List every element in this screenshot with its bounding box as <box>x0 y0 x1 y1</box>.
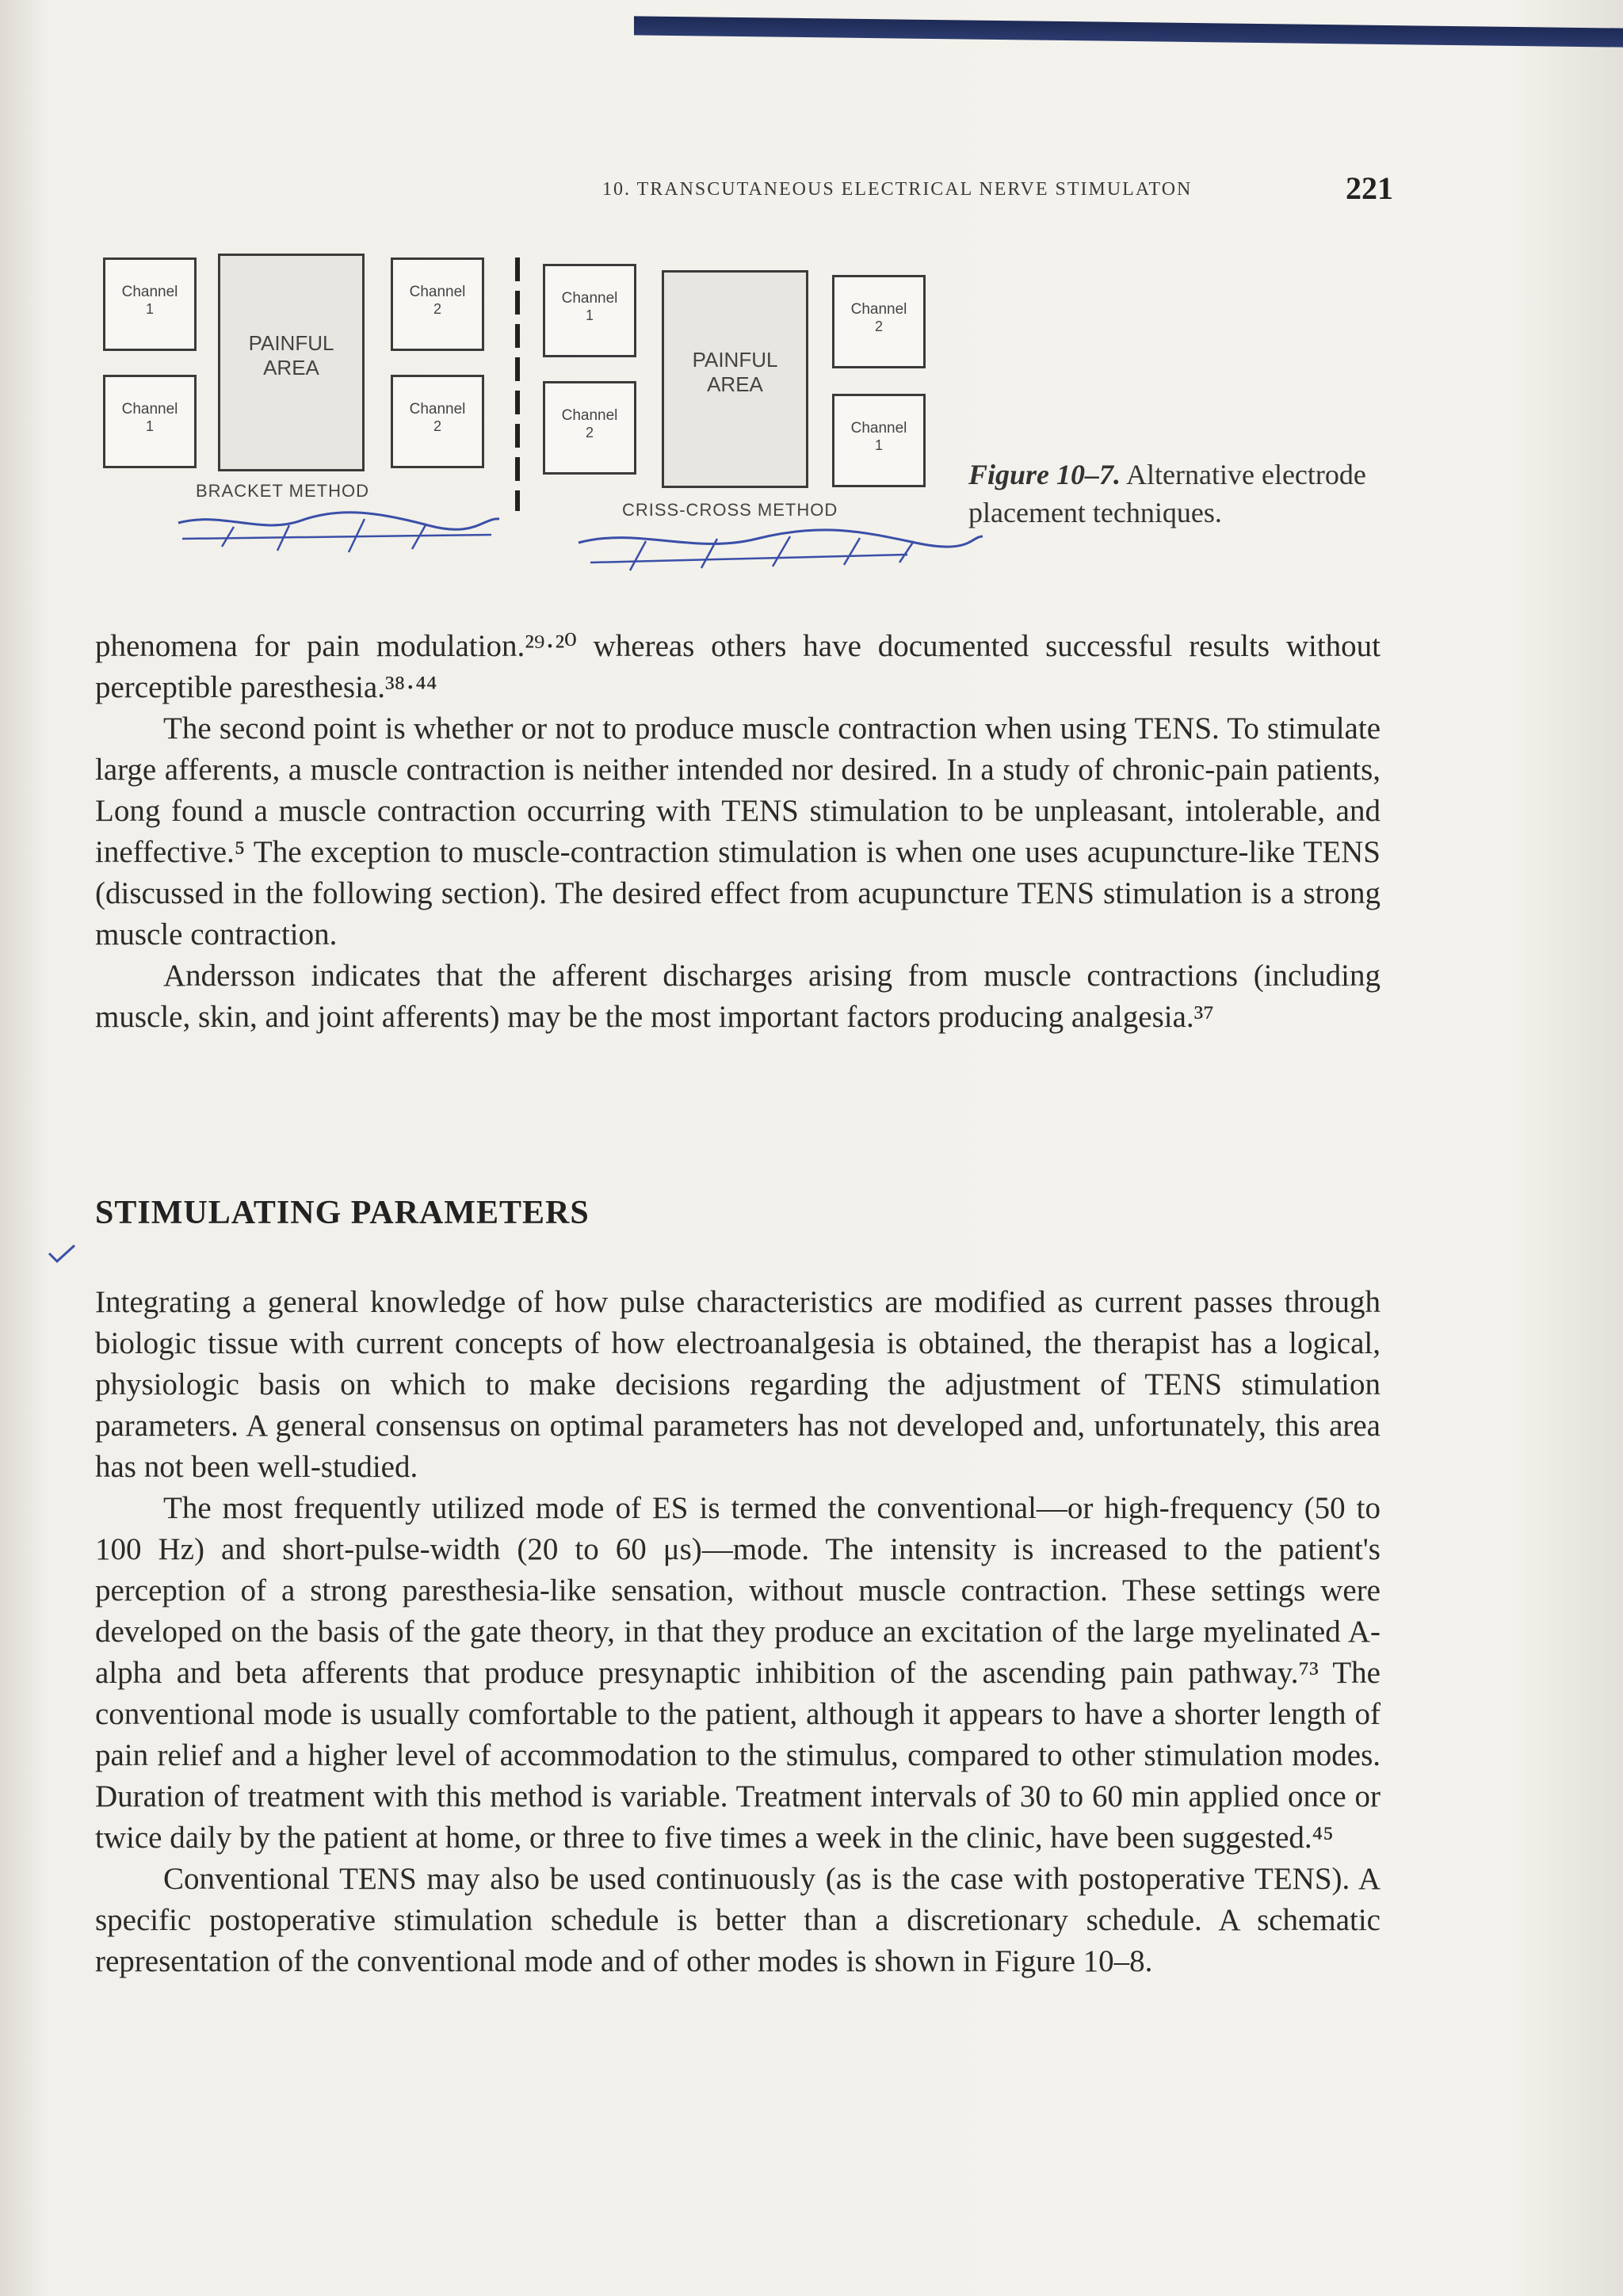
paragraph: The most frequently utilized mode of ES is termed the conventional—or high-frequency (50 to 100 Hz) and short-pulse-width (20 to 60 μs)—mode. The intensity is increased to the patient's perception of a strong paresthesia-like sensation, without muscle contraction. These settings were developed on the basis of the gate theory, in that they produce an excitation of the large myelinated A-alpha and beta afferents that produce presynaptic inhibition of the ascending pain pathway.⁷³ The conventional mode is usually comfortable to the patient, although it appears to have a shorter length of pain relief and a higher level of accommodation to the stimulus, compared to other stimulation modes. Duration of treatment with this method is variable. Treatment intervals of 30 to 60 min applied once or twice daily by the patient at home, or three to five times a week in the clinic, have been suggested.⁴⁵ <box>95 1491 1381 1855</box>
figure-electrode-placement <box>99 242 1002 590</box>
channel-number: 1 <box>874 437 883 453</box>
channel-number: 2 <box>433 301 441 317</box>
channel-label: Channel <box>121 284 178 300</box>
channel-number: 1 <box>145 301 154 317</box>
channel-label: Channel <box>850 301 907 318</box>
paragraph: phenomena for pain modulation.²⁹·²⁰ whereas others have documented successful results without perceptible paresthesia.³⁸·⁴⁴ <box>95 629 1381 704</box>
channel-label: Channel <box>850 420 907 437</box>
bracket-channel-bottom-left <box>103 375 197 468</box>
channel-number: 2 <box>433 418 441 434</box>
paragraph: The second point is whether or not to produce muscle contraction when using TENS. To stimulate large afferents, a muscle contraction is neither intended nor desired. In a study of chronic-pain patients, Long found a muscle contraction occurring with TENS stimulation to be unpleasant, intolerable, and ineffective.⁵ The exception to muscle-contraction stimulation is when one uses acupuncture-like TENS (discussed in the following section). The desired effect from acupuncture TENS stimulation is a strong muscle contraction. <box>95 711 1381 952</box>
bracket-channel-bottom-right <box>391 375 484 468</box>
figure-divider <box>515 257 520 511</box>
paragraph: Conventional TENS may also be used continuously (as is the case with postoperative TENS). A specific postoperative stimulation schedule is better than a discretionary schedule. A schematic representation of the conventional mode and of other modes is shown in Figure 10–8. <box>95 1862 1381 1978</box>
body-text-bottom <box>95 1282 1381 1982</box>
paragraph: Andersson indicates that the afferent discharges arising from muscle contractions (including muscle, skin, and joint afferents) may be the most important factors producing analgesia.³⁷ <box>95 959 1381 1034</box>
channel-label: Channel <box>561 407 618 424</box>
crisscross-method-label: CRISS-CROSS METHOD <box>622 500 838 520</box>
channel-label: Channel <box>121 401 178 418</box>
top-edge-stripe <box>634 16 1623 47</box>
pen-scribble-underline <box>174 503 507 559</box>
channel-number: 1 <box>145 418 154 434</box>
bracket-channel-top-right <box>391 257 484 351</box>
caption-label: Figure 10–7. <box>968 459 1121 490</box>
bracket-painful-area: PAINFUL AREA <box>218 254 365 471</box>
channel-number: 2 <box>874 318 883 334</box>
figure-caption <box>968 456 1396 532</box>
crisscross-channel-top-right <box>832 275 926 368</box>
channel-number: 1 <box>585 307 594 323</box>
channel-label: Channel <box>561 290 618 307</box>
channel-label: Channel <box>409 284 466 300</box>
caption-text: Alternative electrode placement techniques. <box>968 459 1366 528</box>
bracket-channel-top-left <box>103 257 197 351</box>
channel-number: 2 <box>585 425 594 441</box>
pen-scribble-underline <box>575 519 987 582</box>
paragraph: Integrating a general knowledge of how pulse characteristics are modified as current passes through biologic tissue with current concepts of how electroanalgesia is obtained, the therapist has a logical, physiologic basis on which to make decisions regarding the adjustment of TENS stimulation parameters. A general consensus on optimal parameters has not developed and, unfortunately, this area has not been well-studied. <box>95 1285 1381 1484</box>
pen-check-mark <box>46 1242 78 1266</box>
channel-label: Channel <box>409 401 466 418</box>
section-heading: STIMULATING PARAMETERS <box>95 1195 590 1231</box>
running-head: 10. TRANSCUTANEOUS ELECTRICAL NERVE STIMULATON <box>602 179 1193 200</box>
crisscross-channel-bottom-left <box>543 381 636 475</box>
crisscross-channel-bottom-right <box>832 394 926 487</box>
page-number: 221 <box>1346 170 1393 206</box>
crisscross-painful-area: PAINFUL AREA <box>662 270 808 488</box>
bracket-method-label: BRACKET METHOD <box>196 481 369 501</box>
body-text-top <box>95 626 1381 1038</box>
crisscross-channel-top-left <box>543 264 636 357</box>
